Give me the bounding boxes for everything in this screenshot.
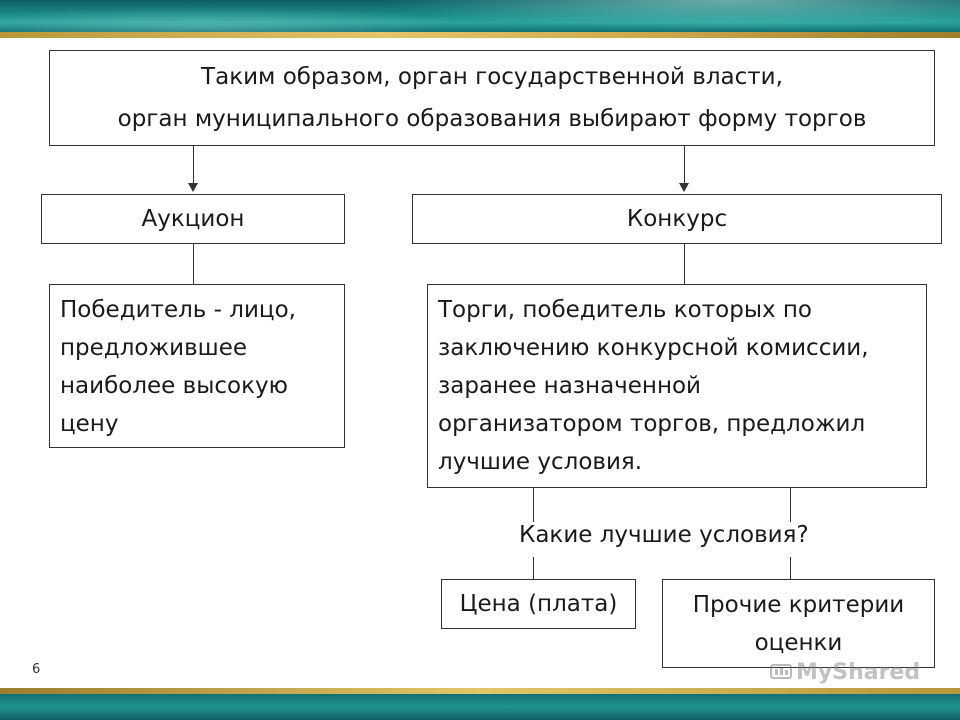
contest-definition-box <box>427 284 927 488</box>
auction-definition-line: предложившее <box>60 335 248 361</box>
connector-price <box>533 557 534 579</box>
top-box-line-1: Таким образом, орган государственной власти, <box>201 64 783 90</box>
connector-contest <box>684 244 685 284</box>
other-criteria-line: Прочие критерии <box>692 592 905 618</box>
auction-box <box>41 194 345 244</box>
banner-swoosh <box>380 0 960 30</box>
header-gold-stripe <box>0 32 960 38</box>
watermark-text: MyShared <box>796 660 921 685</box>
top-box <box>49 50 935 146</box>
connector-question-left <box>533 488 534 522</box>
contest-definition-line: заключению конкурсной комиссии, <box>438 335 869 361</box>
watermark <box>770 660 920 685</box>
arrow-head-auction <box>188 183 198 192</box>
other-criteria-box <box>662 579 935 668</box>
contest-definition-line: организатором торгов, предложил <box>438 411 866 437</box>
connector-other <box>790 557 791 579</box>
arrow-head-contest <box>679 183 689 192</box>
question-text: Какие лучшие условия? <box>519 522 809 548</box>
connector-auction <box>193 244 194 284</box>
arrow-to-auction <box>193 146 194 183</box>
auction-definition-line: Победитель - лицо, <box>60 297 296 323</box>
price-box <box>441 579 636 629</box>
slide-number: 6 <box>32 662 41 677</box>
contest-label: Конкурс <box>626 206 728 232</box>
connector-question-right <box>790 488 791 522</box>
auction-label: Аукцион <box>141 206 245 232</box>
contest-definition-line: Торги, победитель которых по <box>438 297 813 323</box>
auction-definition-line: наиболее высокую <box>60 373 288 399</box>
banner-swoosh <box>0 6 460 32</box>
contest-definition-line: заранее назначенной <box>438 373 701 399</box>
top-box-line-2: орган муниципального образования выбирают форму торгов <box>117 106 867 132</box>
watermark-logo-icon <box>770 663 792 681</box>
other-criteria-line: оценки <box>754 630 843 656</box>
auction-definition-box <box>49 284 345 448</box>
arrow-to-contest <box>684 146 685 183</box>
footer-banner <box>0 694 960 720</box>
price-label: Цена (плата) <box>459 591 618 617</box>
contest-definition-line: лучшие условия. <box>438 449 643 475</box>
auction-definition-line: цену <box>60 411 119 437</box>
contest-box <box>412 194 942 244</box>
header-banner <box>0 0 960 32</box>
